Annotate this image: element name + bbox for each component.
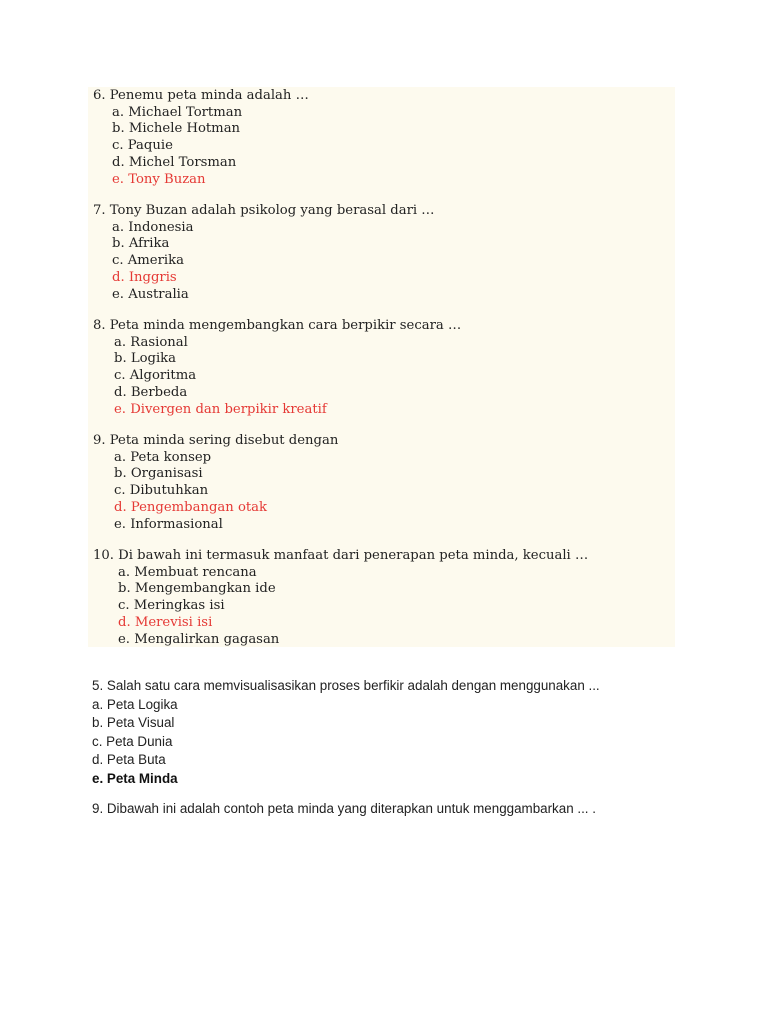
option-b: b. Michele Hotman — [112, 121, 241, 137]
option-a: a. Peta konsep — [114, 449, 212, 465]
option-a: a. Rasional — [114, 334, 188, 350]
question-10 — [88, 548, 588, 648]
question-9-stem: 9. Dibawah ini adalah contoh peta minda yang diterapkan untuk menggambarkan ... . — [92, 801, 596, 816]
option-a: a. Membuat rencana — [118, 564, 257, 580]
option-a: a. Peta Logika — [92, 696, 178, 712]
option-e-correct-answer: e. Peta Minda — [92, 770, 178, 786]
question-5-stem: 5. Salah satu cara memvisualisasikan proses berfikir adalah dengan menggunakan ... — [92, 678, 600, 693]
option-d: d. Peta Buta — [92, 752, 166, 767]
question-7 — [88, 203, 434, 303]
option-c: c. Peta Dunia — [92, 733, 173, 749]
question-stem: 7. Tony Buzan adalah psikolog yang berasal dari … — [93, 203, 435, 218]
question-stem: 8. Peta minda mengembangkan cara berpikir secara … — [93, 318, 462, 333]
option-d-correct-answer: d. Merevisi isi — [118, 614, 213, 630]
option-e-correct-answer: e. Tony Buzan — [112, 171, 206, 187]
option-e-correct-answer: e. Divergen dan berpikir kreatif — [114, 401, 327, 417]
option-a: a. Indonesia — [112, 219, 194, 235]
option-b: b. Peta Visual — [92, 715, 175, 730]
option-b: b. Afrika — [112, 236, 170, 252]
option-d: d. Berbeda — [114, 384, 188, 400]
second-quiz-section — [92, 677, 712, 819]
option-d-correct-answer: d. Pengembangan otak — [114, 499, 268, 515]
option-b: b. Mengembangkan ide — [118, 581, 276, 597]
option-e: e. Informasional — [114, 516, 223, 532]
question-9 — [88, 433, 338, 533]
option-c: c. Algoritma — [114, 368, 197, 384]
option-a: a. Michael Tortman — [112, 104, 243, 120]
question-6 — [88, 88, 309, 188]
question-stem: 6. Penemu peta minda adalah … — [93, 88, 309, 103]
question-stem: 10. Di bawah ini termasuk manfaat dari penerapan peta minda, kecuali … — [93, 548, 589, 563]
option-b: b. Organisasi — [114, 466, 203, 482]
option-d-correct-answer: d. Inggris — [112, 269, 177, 285]
quiz-panel — [88, 87, 675, 647]
option-c: c. Meringkas isi — [118, 598, 225, 614]
question-8 — [88, 318, 461, 418]
option-c: c. Paquie — [112, 138, 173, 154]
option-e: e. Mengalirkan gagasan — [118, 631, 280, 647]
spacer — [92, 788, 712, 800]
question-stem: 9. Peta minda sering disebut dengan — [93, 433, 339, 448]
option-c: c. Amerika — [112, 253, 184, 269]
option-c: c. Dibutuhkan — [114, 483, 209, 499]
option-e: e. Australia — [112, 286, 189, 302]
option-d: d. Michel Torsman — [112, 154, 237, 170]
option-b: b. Logika — [114, 351, 177, 367]
